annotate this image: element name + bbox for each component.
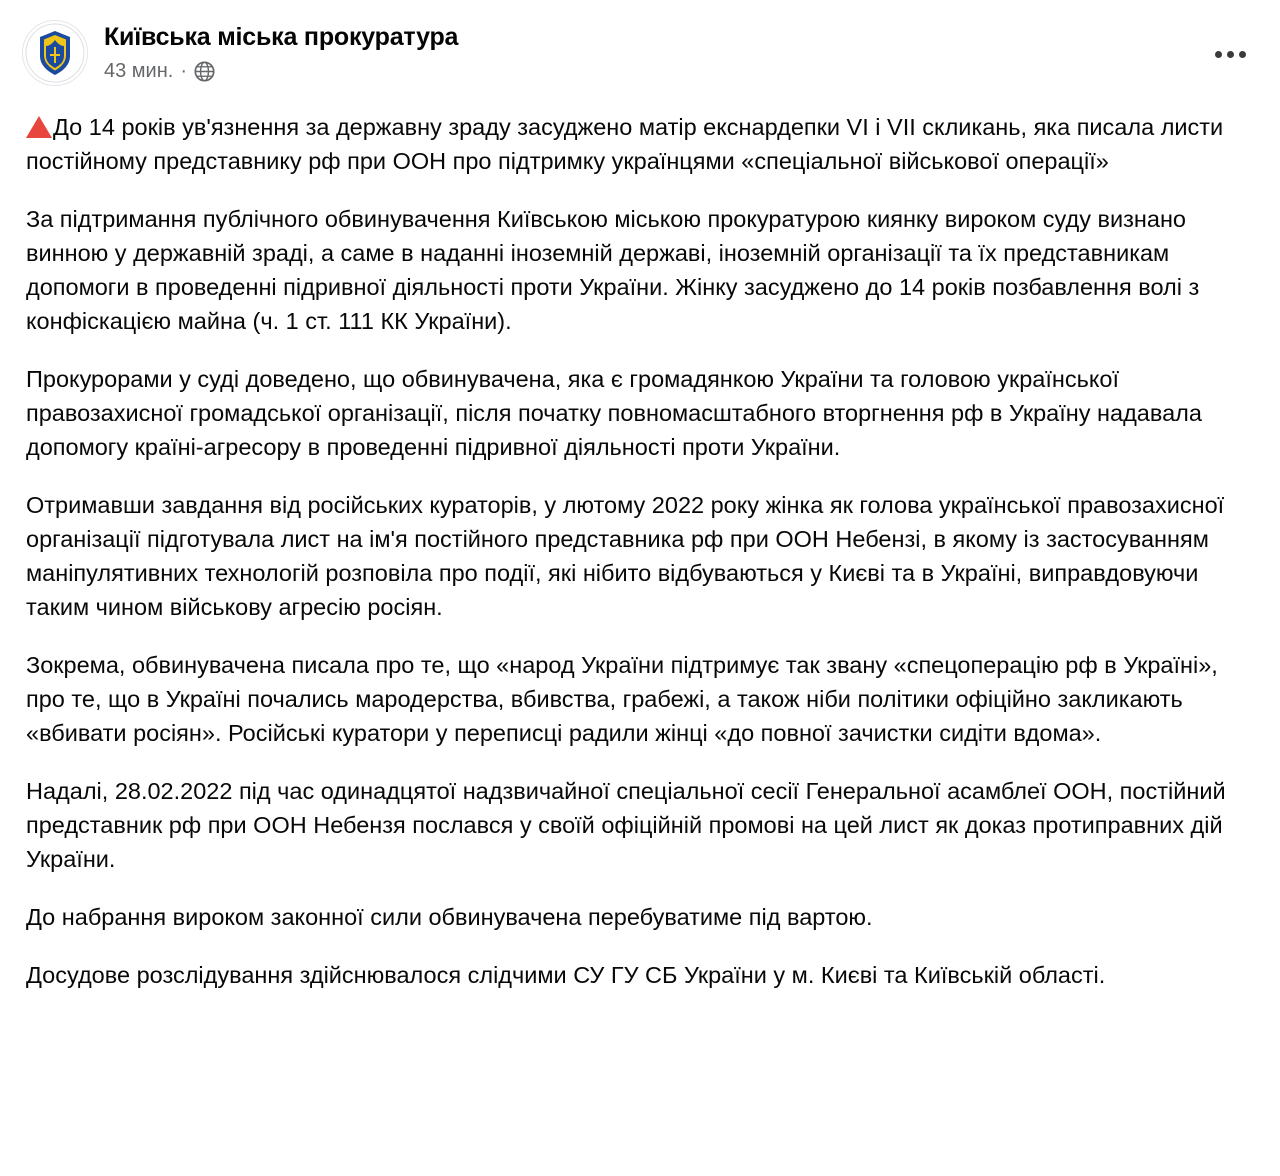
post-paragraph: До набрання вироком законної сили обвинувачена перебуватиме під вартою. [26, 904, 873, 930]
post-paragraph: Зокрема, обвинувачена писала про те, що «народ України підтримує так звану «спецоперацію рф в Україні», про те, що в Україні почались мародерства, вбивства, грабежі, а також ніби політики офіційно закликають «вбивати росіян». Російські куратори у переписці радили жінці «до повної зачистки сидіти вдома». [26, 652, 1218, 746]
post-header [0, 0, 1280, 86]
post-paragraph: Надалі, 28.02.2022 під час одинадцятої надзвичайної спеціальної сесії Генеральної асамблеї ООН, постійний представник рф при ООН Небензя послався у своїй офіційній промові на цей лист як доказ протиправних дій України. [26, 778, 1226, 872]
post-paragraph: За підтримання публічного обвинувачення Київською міською прокуратурою киянку вироком суду визнано винною у державній зраді, а саме в наданні іноземній державі, іноземній організації та їх представникам допомоги в проведенні підривної діяльності проти України. Жінку засуджено до 14 років позбавлення волі з конфіскацією майна (ч. 1 ст. 111 КК України). [26, 206, 1200, 334]
meta-separator: · [180, 60, 187, 82]
globe-icon[interactable] [194, 61, 215, 82]
post-meta [104, 59, 458, 83]
post-timestamp[interactable]: 43 мин. [104, 60, 174, 82]
more-options-icon[interactable] [1206, 36, 1254, 72]
post-body [0, 86, 1280, 992]
post-paragraph: Досудове розслідування здійснювалося слідчими СУ ГУ СБ України у м. Києві та Київській області. [26, 962, 1106, 988]
avatar[interactable] [22, 20, 88, 86]
post-paragraph: Прокурорами у суді доведено, що обвинувачена, яка є громадянкою України та головою української правозахисної громадської організації, після початку повномасштабного вторгнення рф в Україну надавала допомогу країні-агресору в проведенні підривної діяльності проти України. [26, 366, 1202, 460]
post-paragraph-lead [26, 110, 1246, 178]
post-paragraph: Отримавши завдання від російських кураторів, у лютому 2022 року жінка як голова української правозахисної організації підготувала лист на ім'я постійного представника рф при ООН Небензі, в якому із застосуванням маніпулятивних технологій розповіла про події, які нібито відбуваються у Києві та в Україні, виправдовуючи таким чином військову агресію росіян. [26, 492, 1225, 620]
post-paragraph-lead-text: До 14 років ув'язнення за державну зраду засуджено матір екснардепки VI і VII скликань, яка писала листи постійному представнику рф при ООН про підтримку українцями «спеціальної військової операції» [26, 114, 1224, 174]
page-name[interactable]: Київська міська прокуратура [104, 23, 459, 51]
red-triangle-icon [26, 116, 52, 138]
more-options-dots [1215, 51, 1246, 58]
header-text [104, 18, 458, 83]
